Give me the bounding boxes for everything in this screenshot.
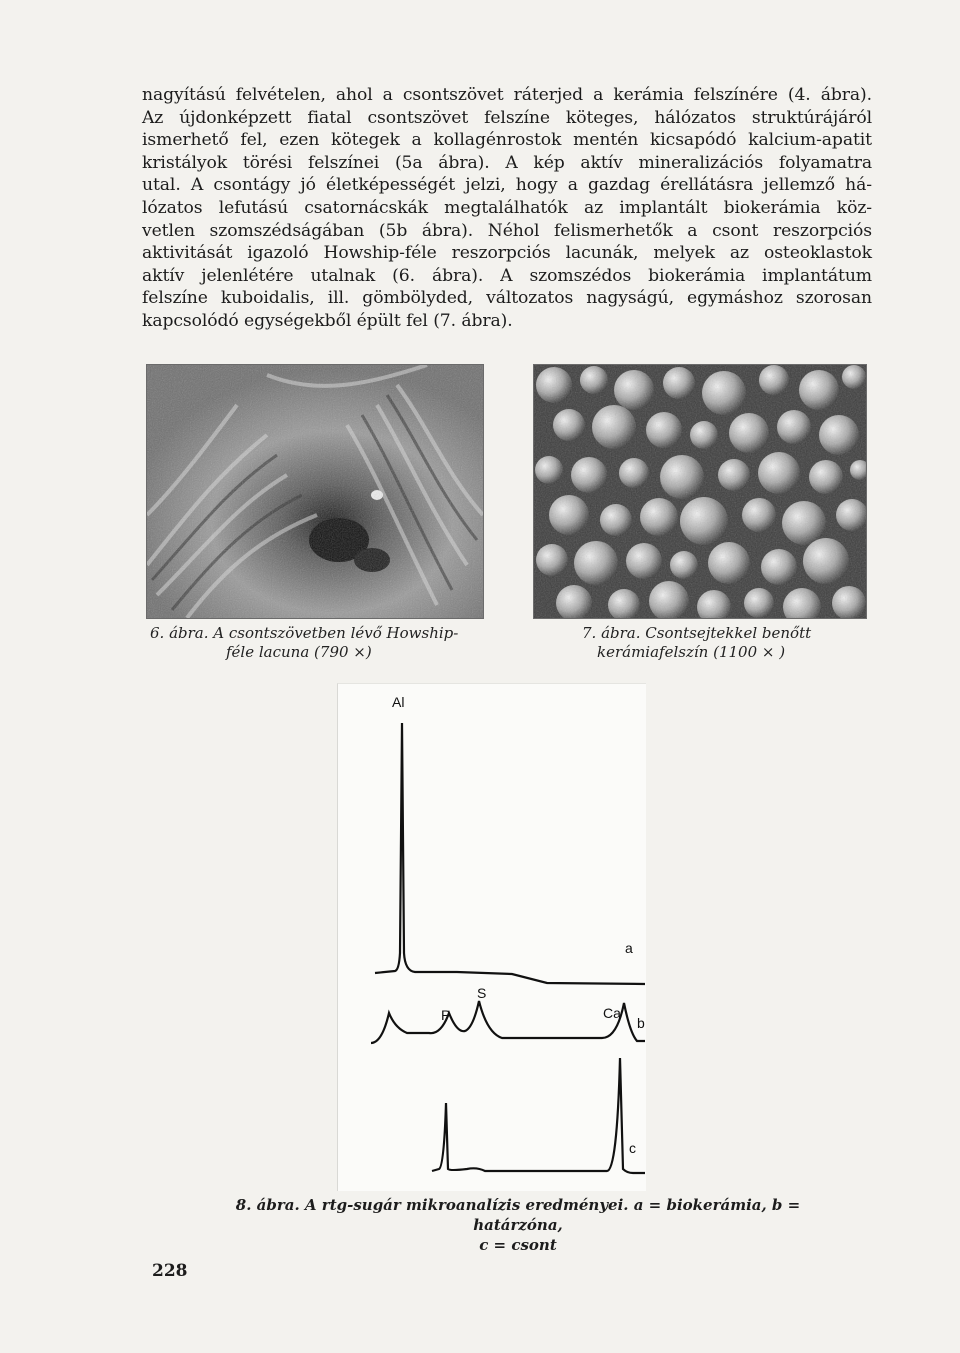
caption-line: 8. ábra. A rtg-sugár mikroanalízis eredményei. a = biokerámia, b = határzóna, <box>235 1196 801 1234</box>
paragraph-line: kapcsolódó egységekből épült fel (7. ábra). <box>142 310 513 331</box>
paragraph-line: kristályok törési felszínei (5a ábra). A kép aktív mineralizációs folyamatra <box>142 152 872 173</box>
peak-label-ca: Ca <box>603 1005 621 1021</box>
series-label-c: c <box>629 1140 636 1156</box>
peak-label-p: P <box>441 1007 451 1023</box>
caption-line: 7. ábra. Csontsejtekkel benőtt <box>582 624 812 642</box>
paragraph-line: ismerhető fel, ezen kötegek a kollagénrostok mentén kicsapódó kalcium-apatit <box>142 130 872 151</box>
caption-line: kerámiafelszín (1100 × ) <box>597 643 786 661</box>
figure-7-micrograph <box>533 364 867 619</box>
caption-line: féle lacuna (790 ×) <box>226 643 372 661</box>
lacuna-micrograph-image <box>147 365 483 618</box>
paragraph-line: Az újdonképzett fiatal csontszövet felszíne köteges, hálózatos struktúrájáról <box>142 107 872 128</box>
page-number: 228 <box>152 1261 188 1281</box>
paragraph-line: utal. A csontágy jó életképességét jelzi, hogy a gazdag érellátásra jellemző há- <box>142 175 872 196</box>
series-label-b: b <box>637 1015 645 1031</box>
xray-spectrum-chart <box>337 683 645 1190</box>
series-label-a: a <box>625 940 633 956</box>
caption-line: 6. ábra. A csontszövetben lévő Howship- <box>150 624 459 642</box>
peak-label-s: S <box>477 985 487 1001</box>
paragraph-line: lózatos lefutású csatornácskák megtalálhatók az implantált biokerámia köz- <box>142 197 872 218</box>
paragraph-line: aktív jelenlétére utalnak (6. ábra). A szomszédos biokerámia implantátum <box>142 265 872 286</box>
paragraph-line: aktivitását igazoló Howship-féle reszorpciós lacunák, melyek az osteoklastok <box>142 243 872 264</box>
figure-7-caption <box>582 624 872 662</box>
figure-6-micrograph <box>146 364 484 619</box>
figure-8-caption <box>198 1195 838 1255</box>
paragraph-line: vetlen szomszédságában (5b ábra). Néhol felismerhetők a csont reszorpciós <box>142 220 872 241</box>
peak-label-al: Al <box>392 694 405 710</box>
caption-line: c = csont <box>479 1236 557 1254</box>
ceramic-surface-micrograph-image <box>534 365 866 618</box>
paragraph-line: nagyítású felvételen, ahol a csontszövet ráterjed a kerámia felszínére (4. ábra). <box>142 85 872 105</box>
figure-6-caption <box>150 624 480 662</box>
series-a-line <box>375 723 645 984</box>
series-c-line <box>432 1058 645 1173</box>
paragraph-line: felszíne kuboidalis, ill. gömbölyded, változatos nagyságú, egymáshoz szorosan <box>142 288 872 309</box>
body-paragraph <box>142 84 872 333</box>
